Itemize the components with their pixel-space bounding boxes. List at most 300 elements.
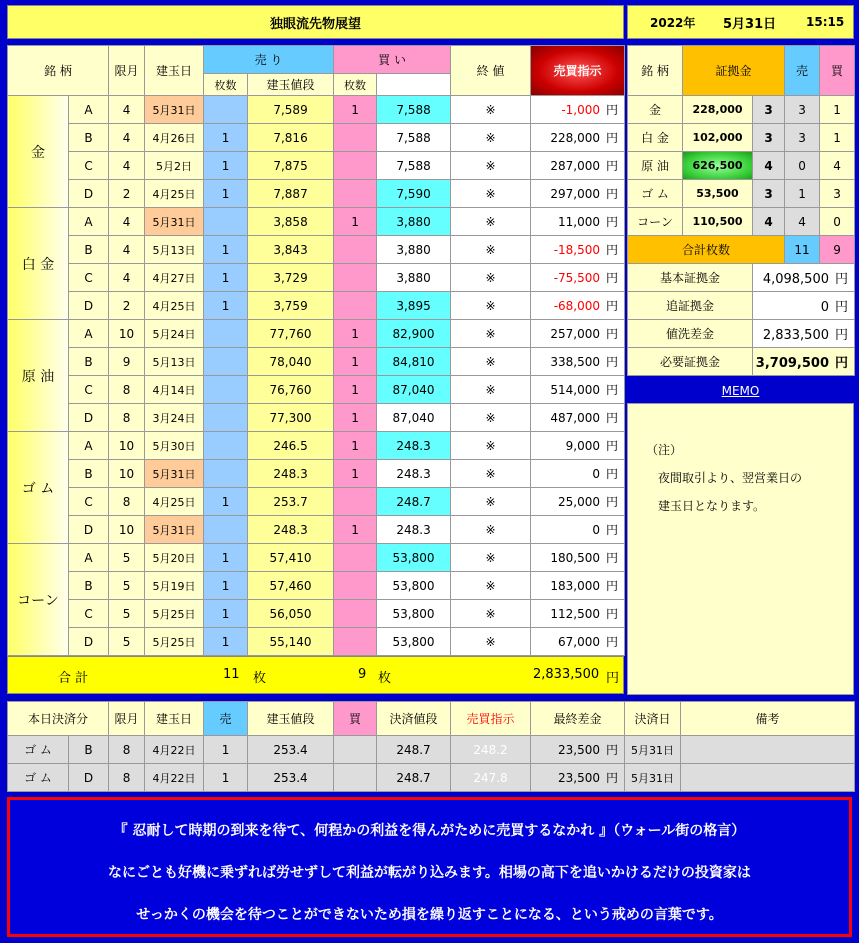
summary-row (628, 348, 855, 376)
position-month: 2 (109, 180, 145, 208)
buy-count: 1 (334, 376, 377, 404)
diff-unit: 円 (606, 103, 619, 117)
position-date: 4月14日 (145, 376, 204, 404)
position-month: 8 (109, 376, 145, 404)
col-buy: 買 い (334, 46, 451, 74)
diff-value: -18,500 (553, 243, 601, 257)
position-date: 5月24日 (145, 320, 204, 348)
position-id: A (69, 96, 109, 124)
summary-value: 2,833,500 (762, 328, 829, 343)
sell-count (204, 96, 248, 124)
diff-value: 9,000 (565, 439, 601, 453)
header-row-1 (8, 46, 625, 74)
settled-close: 248.7 (377, 764, 451, 792)
col-price: 建玉値段 (248, 74, 334, 96)
diff-value: 228,000 (550, 131, 601, 145)
diff-cell (531, 600, 625, 628)
settled-col: 最終差金 (531, 702, 625, 736)
sell-count: 1 (204, 236, 248, 264)
buy-count (334, 628, 377, 656)
settled-day: 5月31日 (625, 736, 681, 764)
quote-line2: なにごとも好機に乗ずれば労せずして利益が転がり込みます。相場の高下を追いかけるだけの投資家は (108, 865, 751, 881)
margin-sell: 0 (785, 152, 820, 180)
position-month: 2 (109, 292, 145, 320)
table-row (8, 516, 625, 544)
summary-unit: 円 (835, 356, 849, 371)
margin-buy: 1 (820, 124, 855, 152)
diff-unit: 円 (606, 607, 619, 621)
group-name: 原 油 (8, 320, 69, 432)
sell-count (204, 348, 248, 376)
position-month: 8 (109, 404, 145, 432)
memo-note-line2: 建玉日となります。 (658, 499, 766, 513)
position-date: 4月25日 (145, 488, 204, 516)
diff-cell (531, 376, 625, 404)
summary-row (628, 264, 855, 292)
position-id: D (69, 628, 109, 656)
sell-count (204, 404, 248, 432)
col-sell-count: 枚数 (204, 74, 248, 96)
sell-count: 1 (204, 124, 248, 152)
summary-label: 必要証拠金 (628, 348, 753, 376)
quote-box (7, 797, 852, 937)
diff-value: 257,000 (550, 327, 601, 341)
group-name: 白 金 (8, 208, 69, 320)
entry-price: 3,729 (248, 264, 334, 292)
entry-price: 76,760 (248, 376, 334, 404)
settled-id: D (69, 764, 109, 792)
diff-cell (531, 292, 625, 320)
diff-value: 112,500 (550, 607, 601, 621)
position-month: 4 (109, 208, 145, 236)
margin-body (628, 96, 855, 236)
close-price: 87,040 (377, 404, 451, 432)
position-id: B (69, 348, 109, 376)
table-row (8, 236, 625, 264)
totals-diff: 2,833,500 (533, 667, 600, 682)
header-time: 15:15 (806, 15, 845, 29)
table-row (8, 628, 625, 656)
position-id: A (69, 432, 109, 460)
close-price: 3,880 (377, 236, 451, 264)
entry-price: 57,460 (248, 572, 334, 600)
signal-mark: ※ (451, 516, 531, 544)
diff-cell (531, 572, 625, 600)
signal-mark: ※ (451, 180, 531, 208)
position-month: 4 (109, 236, 145, 264)
diff-unit: 円 (606, 635, 619, 649)
close-price: 248.3 (377, 516, 451, 544)
entry-price: 78,040 (248, 348, 334, 376)
diff-cell (531, 124, 625, 152)
diff-cell (531, 432, 625, 460)
position-id: A (69, 208, 109, 236)
sell-count: 1 (204, 600, 248, 628)
diff-cell (531, 264, 625, 292)
margin-brand: コーン (628, 208, 683, 236)
position-date: 5月13日 (145, 348, 204, 376)
margin-row (628, 152, 855, 180)
close-price: 3,880 (377, 264, 451, 292)
position-id: C (69, 600, 109, 628)
sell-count (204, 320, 248, 348)
diff-value: 514,000 (550, 383, 601, 397)
close-price: 53,800 (377, 544, 451, 572)
margin-row (628, 96, 855, 124)
position-id: D (69, 404, 109, 432)
table-row (8, 264, 625, 292)
margin-table (627, 45, 855, 376)
position-month: 4 (109, 152, 145, 180)
close-price: 3,880 (377, 208, 451, 236)
summary-unit: 円 (835, 328, 849, 343)
table-row (8, 376, 625, 404)
margin-sell: 4 (785, 208, 820, 236)
signal-mark: ※ (451, 544, 531, 572)
margin-amount: 626,500 (683, 152, 753, 180)
settled-col: 本日決済分 (8, 702, 109, 736)
signal-mark: ※ (451, 264, 531, 292)
totals-sell: 11 (223, 667, 240, 682)
settled-close: 248.7 (377, 736, 451, 764)
diff-value: 487,000 (550, 411, 601, 425)
position-id: C (69, 488, 109, 516)
page-title: 独眼流先物展望 (269, 16, 361, 32)
settled-date: 4月22日 (145, 736, 204, 764)
margin-brand: 金 (628, 96, 683, 124)
diff-cell (531, 460, 625, 488)
entry-price: 7,816 (248, 124, 334, 152)
col-month: 限月 (109, 46, 145, 96)
sell-count: 1 (204, 264, 248, 292)
sell-count: 1 (204, 544, 248, 572)
diff-value: -75,500 (553, 271, 601, 285)
diff-unit: 円 (606, 467, 619, 481)
entry-price: 7,887 (248, 180, 334, 208)
table-row (8, 348, 625, 376)
buy-count (334, 600, 377, 628)
position-date: 5月13日 (145, 236, 204, 264)
margin-amount: 228,000 (683, 96, 753, 124)
position-month: 8 (109, 488, 145, 516)
settled-header (8, 702, 855, 736)
diff-value: 287,000 (550, 159, 601, 173)
position-id: B (69, 124, 109, 152)
diff-value: -68,000 (553, 299, 601, 313)
position-id: B (69, 460, 109, 488)
position-id: C (69, 152, 109, 180)
buy-count: 1 (334, 460, 377, 488)
position-id: C (69, 376, 109, 404)
table-row (8, 404, 625, 432)
entry-price: 248.3 (248, 460, 334, 488)
close-price: 7,588 (377, 124, 451, 152)
settled-unit: 円 (606, 743, 619, 757)
sell-count (204, 208, 248, 236)
buy-count: 1 (334, 96, 377, 124)
position-month: 4 (109, 96, 145, 124)
diff-unit: 円 (606, 411, 619, 425)
settled-body (8, 736, 855, 792)
signal-mark: ※ (451, 376, 531, 404)
margin-count: 3 (753, 96, 785, 124)
diff-value: 11,000 (558, 215, 601, 229)
summary-unit: 円 (835, 300, 849, 315)
entry-price: 77,300 (248, 404, 334, 432)
buy-count (334, 124, 377, 152)
margin-total-label: 合計枚数 (628, 236, 785, 264)
entry-price: 7,589 (248, 96, 334, 124)
signal-mark: ※ (451, 432, 531, 460)
buy-count: 1 (334, 432, 377, 460)
entry-price: 3,843 (248, 236, 334, 264)
position-date: 5月25日 (145, 600, 204, 628)
table-row (8, 432, 625, 460)
table-row (8, 208, 625, 236)
quote-line1: 『 忍耐して時期の到来を待て、何程かの利益を得んがために売買するなかれ 』（ウォール街の格言） (113, 823, 746, 839)
settled-price: 253.4 (248, 764, 334, 792)
sell-count: 1 (204, 180, 248, 208)
group-name: 金 (8, 96, 69, 208)
totals-bar (7, 656, 624, 694)
margin-col-amount: 証拠金 (683, 46, 785, 96)
diff-value: 338,500 (550, 355, 601, 369)
totals-label: 合 計 (58, 671, 89, 686)
settled-month: 8 (109, 736, 145, 764)
margin-row (628, 124, 855, 152)
signal-mark: ※ (451, 628, 531, 656)
buy-count (334, 544, 377, 572)
positions-table (7, 45, 625, 656)
margin-row (628, 180, 855, 208)
datetime-bar (627, 5, 854, 39)
summary-value: 3,709,500 (755, 356, 829, 371)
position-id: B (69, 236, 109, 264)
position-month: 10 (109, 320, 145, 348)
signal-mark: ※ (451, 348, 531, 376)
diff-unit: 円 (606, 495, 619, 509)
position-month: 10 (109, 432, 145, 460)
position-month: 4 (109, 124, 145, 152)
table-row (8, 180, 625, 208)
table-row (8, 292, 625, 320)
margin-brand: 白 金 (628, 124, 683, 152)
diff-cell (531, 96, 625, 124)
settled-note (681, 736, 855, 764)
settled-price: 253.4 (248, 736, 334, 764)
signal-mark: ※ (451, 600, 531, 628)
signal-mark: ※ (451, 488, 531, 516)
summary-value: 4,098,500 (762, 272, 829, 287)
diff-cell (531, 516, 625, 544)
close-price: 82,900 (377, 320, 451, 348)
quote-line3: せっかくの機会を待つことができないため損を繰り返すことになる、という戒めの言葉です。 (136, 907, 723, 923)
margin-count: 3 (753, 180, 785, 208)
position-month: 9 (109, 348, 145, 376)
diff-unit: 円 (606, 271, 619, 285)
diff-unit: 円 (606, 131, 619, 145)
summary-value-cell (753, 348, 855, 376)
diff-unit: 円 (606, 551, 619, 565)
signal-mark: ※ (451, 292, 531, 320)
margin-buy: 4 (820, 152, 855, 180)
signal-mark: ※ (451, 208, 531, 236)
memo-note-head: （注） (646, 443, 683, 457)
position-date: 4月27日 (145, 264, 204, 292)
buy-count (334, 488, 377, 516)
title-bar (7, 5, 624, 39)
signal-mark: ※ (451, 572, 531, 600)
margin-buy: 0 (820, 208, 855, 236)
position-date: 5月31日 (145, 460, 204, 488)
settled-diff-cell (531, 764, 625, 792)
sell-count (204, 432, 248, 460)
settled-unit: 円 (606, 771, 619, 785)
entry-price: 3,759 (248, 292, 334, 320)
col-buy-count: 枚数 (334, 74, 377, 96)
settled-col: 決済値段 (377, 702, 451, 736)
diff-cell (531, 152, 625, 180)
settled-date: 4月22日 (145, 764, 204, 792)
settled-col: 限月 (109, 702, 145, 736)
close-price: 7,590 (377, 180, 451, 208)
signal-mark: ※ (451, 460, 531, 488)
col-tdate: 建玉日 (145, 46, 204, 96)
table-row (8, 600, 625, 628)
diff-unit: 円 (606, 299, 619, 313)
margin-amount: 110,500 (683, 208, 753, 236)
settled-signal: 247.8 (451, 764, 531, 792)
margin-col-buy: 買 (820, 46, 855, 96)
margin-sell: 1 (785, 180, 820, 208)
sell-count (204, 516, 248, 544)
summary-label: 基本証拠金 (628, 264, 753, 292)
signal-mark: ※ (451, 96, 531, 124)
position-date: 3月24日 (145, 404, 204, 432)
position-id: D (69, 516, 109, 544)
diff-cell (531, 628, 625, 656)
close-price: 248.7 (377, 488, 451, 516)
margin-total-sell: 11 (785, 236, 820, 264)
sell-count: 1 (204, 572, 248, 600)
diff-value: 0 (592, 467, 601, 481)
margin-amount: 102,000 (683, 124, 753, 152)
settled-brand: ゴ ム (8, 764, 69, 792)
diff-unit: 円 (606, 355, 619, 369)
margin-buy: 1 (820, 96, 855, 124)
position-date: 5月30日 (145, 432, 204, 460)
close-price: 53,800 (377, 600, 451, 628)
table-row (8, 152, 625, 180)
diff-value: 180,500 (550, 551, 601, 565)
totals-buy-unit: 枚 (378, 671, 392, 686)
positions-body (8, 96, 625, 656)
position-date: 4月25日 (145, 180, 204, 208)
close-price: 84,810 (377, 348, 451, 376)
table-row (8, 460, 625, 488)
sell-count: 1 (204, 152, 248, 180)
position-id: D (69, 292, 109, 320)
diff-unit: 円 (606, 523, 619, 537)
table-row (8, 124, 625, 152)
settled-diff-cell (531, 736, 625, 764)
diff-cell (531, 544, 625, 572)
settled-buy (334, 736, 377, 764)
position-month: 5 (109, 544, 145, 572)
close-price: 7,588 (377, 152, 451, 180)
diff-value: 67,000 (558, 635, 601, 649)
diff-unit: 円 (606, 439, 619, 453)
memo-note-line1: 夜間取引より、翌営業日の (658, 471, 803, 485)
close-price: 53,800 (377, 572, 451, 600)
diff-unit: 円 (606, 215, 619, 229)
signal-mark: ※ (451, 236, 531, 264)
settled-sell: 1 (204, 764, 248, 792)
signal-button[interactable]: 売買指示 (531, 46, 625, 96)
position-id: A (69, 544, 109, 572)
settled-table (7, 701, 855, 792)
summary-value: 0 (820, 300, 829, 315)
signal-mark: ※ (451, 404, 531, 432)
settled-diff: 23,500 (558, 771, 600, 785)
buy-count (334, 264, 377, 292)
summary-label: 追証拠金 (628, 292, 753, 320)
col-close: 終 値 (451, 46, 531, 96)
summary-value-cell (753, 264, 855, 292)
memo-link[interactable]: MEMO (721, 384, 760, 398)
summary-label: 値洗差金 (628, 320, 753, 348)
diff-cell (531, 208, 625, 236)
margin-col-brand: 銘 柄 (628, 46, 683, 96)
diff-unit: 円 (606, 159, 619, 173)
summary-value-cell (753, 320, 855, 348)
buy-count: 1 (334, 348, 377, 376)
summary-unit: 円 (835, 272, 849, 287)
settled-brand: ゴ ム (8, 736, 69, 764)
col-brand: 銘 柄 (8, 46, 109, 96)
totals-buy: 9 (358, 667, 367, 682)
diff-unit: 円 (606, 187, 619, 201)
buy-count (334, 180, 377, 208)
buy-count (334, 236, 377, 264)
margin-amount: 53,500 (683, 180, 753, 208)
header-date: 5月31日 (723, 16, 777, 32)
position-date: 5月31日 (145, 96, 204, 124)
buy-count (334, 152, 377, 180)
settled-diff: 23,500 (558, 743, 600, 757)
diff-unit: 円 (606, 243, 619, 257)
diff-cell (531, 236, 625, 264)
entry-price: 77,760 (248, 320, 334, 348)
margin-total-row (628, 236, 855, 264)
diff-cell (531, 488, 625, 516)
position-date: 5月2日 (145, 152, 204, 180)
diff-cell (531, 404, 625, 432)
position-month: 4 (109, 264, 145, 292)
buy-count: 1 (334, 404, 377, 432)
settled-col: 売買指示 (451, 702, 531, 736)
sell-count: 1 (204, 292, 248, 320)
entry-price: 7,875 (248, 152, 334, 180)
sell-count (204, 460, 248, 488)
diff-cell (531, 320, 625, 348)
totals-yen: 円 (606, 671, 620, 686)
col-sell: 売 り (204, 46, 334, 74)
summary-row (628, 320, 855, 348)
margin-count: 4 (753, 152, 785, 180)
diff-cell (531, 348, 625, 376)
settled-month: 8 (109, 764, 145, 792)
